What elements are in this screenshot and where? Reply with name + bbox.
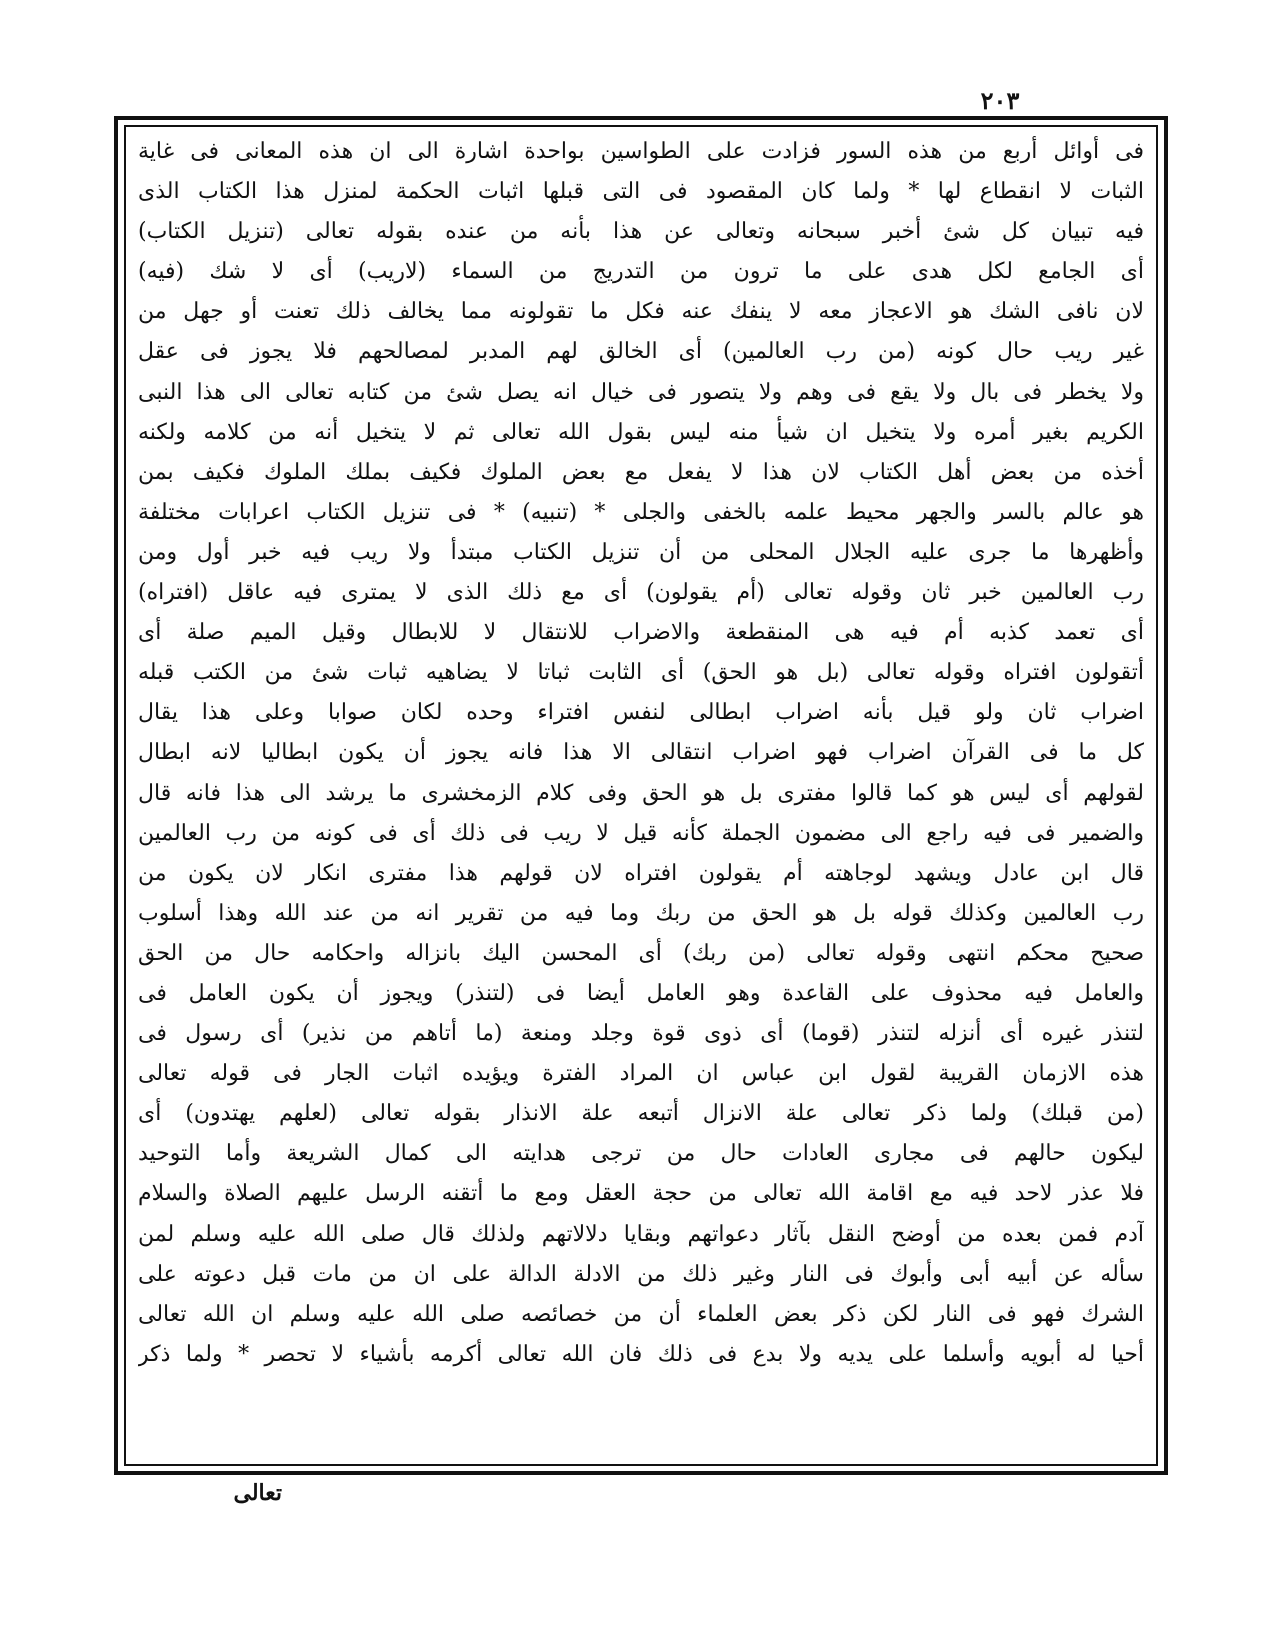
main-text-block	[138, 132, 1144, 1458]
text-line: لتنذر غيره أى أنزله لتنذر (قوما) أى ذوى قوة وجلد ومنعة (ما أتاهم من نذير) أى رسول فى	[138, 1021, 1144, 1047]
text-line: غير ريب حال كونه (من رب العالمين) أى الخالق لهم المدبر لمصالحهم فلا يجوز فى عقل	[138, 339, 1144, 365]
text-line: وأظهرها ما جرى عليه الجلال المحلى من أن تنزيل الكتاب مبتدأ ولا ريب فيه خبر أول ومن	[138, 539, 1144, 565]
text-line: لان نافى الشك هو الاعجاز معه لا ينفك عنه فكل ما تقولونه مما يخالف ذلك تعنت أو جهل من	[138, 299, 1144, 325]
text-line: الكريم بغير أمره ولا يتخيل ان شيأ منه ليس بقول الله تعالى ثم لا يتخيل أنه من كلامه ولكنه	[138, 419, 1144, 445]
text-line: أى الجامع لكل هدى على ما ترون من التدريج من السماء (لاريب) أى لا شك (فيه)	[138, 259, 1144, 285]
text-line: سأله عن أبيه أبى وأبوك فى النار وغير ذلك من الادلة الدالة على ان من مات قبل دعوته على	[138, 1261, 1144, 1287]
text-line: الشرك فهو فى النار لكن ذكر بعض العلماء أن من خصائصه صلى الله عليه وسلم ان الله تعالى	[138, 1301, 1144, 1327]
text-line: فى أوائل أربع من هذه السور فزادت على الطواسين بواحدة اشارة الى ان هذه المعانى فى غاية	[138, 139, 1144, 164]
text-line: كل ما فى القرآن اضراب فهو اضراب انتقالى الا هذا فانه يجوز أن يكون ابطاليا لانه ابطال	[138, 740, 1144, 766]
text-line: فيه تبيان كل شئ أخبر سبحانه وتعالى عن هذا بأنه من عنده بقوله تعالى (تنزيل الكتاب)	[138, 219, 1144, 245]
text-line: ولا يخطر فى بال ولا يقع فى وهم ولا يتصور فى خيال انه يصل شئ من كتابه تعالى الى هذا النبى	[138, 379, 1144, 405]
text-line: أتقولون افتراه وقوله تعالى (بل هو الحق) أى الثابت ثباتا لا يضاهيه ثبات شئ من الكتب قبله	[138, 660, 1144, 686]
text-line: هو عالم بالسر والجهر محيط علمه بالخفى والجلى * (تنبيه) * فى تنزيل الكتاب اعرابات مختلفة	[138, 499, 1144, 525]
text-line: أى تعمد كذبه أم فيه هى المنقطعة والاضراب للانتقال لا للابطال وقيل الميم صلة أى	[138, 620, 1144, 646]
catchword: تعالى	[233, 1480, 282, 1506]
text-line: أخذه من بعض أهل الكتاب لان هذا لا يفعل مع بعض الملوك فكيف بملك الملوك فكيف بمن	[138, 459, 1144, 485]
text-line: اضراب ثان ولو قيل بأنه اضراب ابطالى لنفس افتراء وحده لكان صوابا وعلى هذا يقال	[138, 700, 1144, 726]
text-line: آدم فمن بعده من أوضح النقل بآثار دعواتهم وبقايا دلالاتهم ولذلك قال صلى الله عليه وسلم لمن	[138, 1221, 1144, 1247]
text-line: أحيا له أبويه وأسلما على يديه ولا بدع فى ذلك فان الله تعالى أكرمه بأشياء لا تحصر * ولما ذكر	[138, 1341, 1144, 1367]
text-line: والعامل فيه محذوف على القاعدة وهو العامل أيضا فى (لتنذر) ويجوز أن يكون العامل فى	[138, 980, 1144, 1006]
text-line: لقولهم أى ليس هو كما قالوا مفترى بل هو الحق وفى كلام الزمخشرى ما يرشد الى هذا فانه قال	[138, 780, 1144, 806]
text-line: هذه الازمان القريبة لقول ابن عباس ان المراد الفترة ويؤيده اثبات الجار فى قوله تعالى	[138, 1061, 1144, 1087]
text-line: ليكون حالهم فى مجارى العادات حال من ترجى هدايته الى كمال الشريعة وأما التوحيد	[138, 1141, 1144, 1167]
text-line: والضمير فى فيه راجع الى مضمون الجملة كأنه قيل لا ريب فى ذلك أى فى كونه من رب العالمين	[138, 820, 1144, 846]
text-line: قال ابن عادل ويشهد لوجاهته أم يقولون افتراه لان قولهم هذا مفترى انكار لان يكون من	[138, 860, 1144, 886]
text-line: صحيح محكم انتهى وقوله تعالى (من ربك) أى المحسن اليك بانزاله واحكامه حال من الحق	[138, 940, 1144, 966]
text-line: رب العالمين وكذلك قوله بل هو الحق من ربك وما فيه من تقرير انه من عند الله وهذا أسلوب	[138, 900, 1144, 926]
text-line: رب العالمين خبر ثان وقوله تعالى (أم يقولون) أى مع ذلك الذى لا يمترى فيه عاقل (افتراه)	[138, 580, 1144, 606]
text-line: الثبات لا انقطاع لها * ولما كان المقصود فى التى قبلها اثبات الحكمة لمنزل هذا الكتاب الذى	[138, 179, 1144, 205]
text-line: فلا عذر لاحد فيه مع اقامة الله تعالى من حجة العقل ومع ما أتقنه الرسل عليهم الصلاة والسلام	[138, 1181, 1144, 1207]
page-number: ٢٠٣	[980, 86, 1020, 115]
text-line: (من قبلك) ولما ذكر تعالى علة الانزال أتبعه علة الانذار بقوله تعالى (لعلهم يهتدون) أى	[138, 1101, 1144, 1127]
